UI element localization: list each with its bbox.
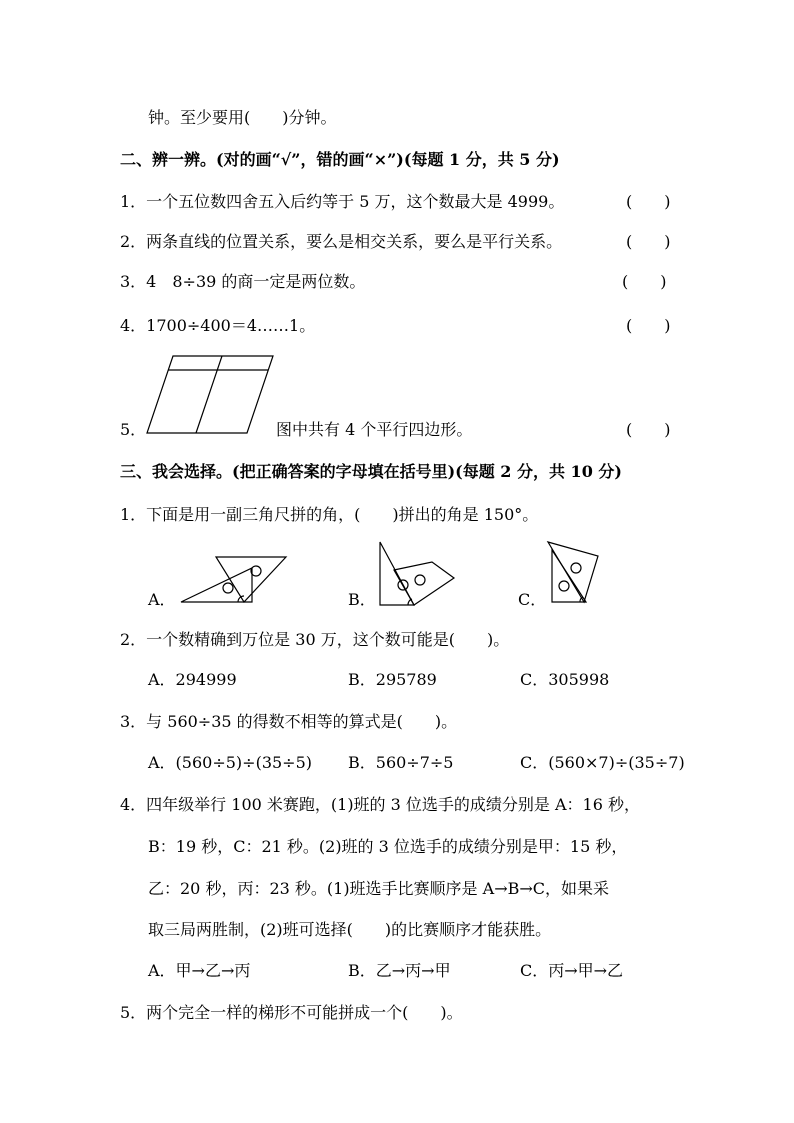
section-2-title: 二、辨一辨。(对的画“√”，错的画“×”)(每题 1 分，共 5 分) [120, 150, 560, 169]
s3-q1-option-a[interactable]: A． [148, 590, 176, 609]
s2-item-5-number: 5． [120, 420, 147, 439]
s3-q4-option-b[interactable]: B．乙→丙→甲 [348, 961, 451, 980]
s2-answer-1[interactable]: ( ) [626, 192, 671, 211]
s3-q4-line-2: B：19 秒，C：21 秒。(2)班的 3 位选手的成绩分别是甲：15 秒， [148, 837, 628, 856]
s3-q3-option-b[interactable]: B．560÷7÷5 [348, 753, 454, 772]
s3-q4-line-4: 取三局两胜制，(2)班可选择( )的比赛顺序才能获胜。 [148, 920, 552, 939]
s2-answer-3[interactable]: ( ) [622, 272, 667, 291]
s3-q1-option-c[interactable]: C． [518, 590, 547, 609]
s3-q2-option-a[interactable]: A．294999 [148, 670, 237, 689]
s2-answer-4[interactable]: ( ) [626, 316, 671, 335]
s3-q4-line-1: 4．四年级举行 100 米赛跑，(1)班的 3 位选手的成绩分别是 A：16 秒， [120, 795, 640, 814]
s2-item-4: 4．1700÷400＝4……1。 [120, 316, 316, 335]
parallelogram-vertical-line [196, 356, 222, 433]
s3-q2: 2．一个数精确到万位是 30 万，这个数可能是( )。 [120, 630, 510, 649]
s2-answer-5[interactable]: ( ) [626, 420, 671, 439]
s3-q3: 3．与 560÷35 的得数不相等的算式是( )。 [120, 712, 458, 731]
s3-q3-option-a[interactable]: A．(560÷5)÷(35÷5) [148, 753, 313, 772]
s3-q1-option-b[interactable]: B． [348, 590, 376, 609]
s3-q3-option-c[interactable]: C．(560×7)÷(35÷7) [520, 753, 685, 772]
ruler-c-hole-1 [571, 563, 581, 573]
s2-item-5: 图中共有 4 个平行四边形。 [276, 420, 473, 439]
s3-q5: 5．两个完全一样的梯形不可能拼成一个( )。 [120, 1003, 463, 1022]
triangle-ruler-figure-c [546, 540, 600, 606]
s3-q4-option-a[interactable]: A．甲→乙→丙 [148, 961, 251, 980]
triangle-ruler-figure-a [180, 556, 290, 606]
ruler-c-triangle-2 [552, 550, 586, 602]
s3-q4-line-3: 乙：20 秒，丙：23 秒。(1)班选手比赛顺序是 A→B→C，如果采 [148, 879, 610, 898]
ruler-b-hole-2 [415, 575, 425, 585]
s2-item-2: 2．两条直线的位置关系，要么是相交关系，要么是平行关系。 [120, 232, 563, 251]
s3-q4-option-c[interactable]: C．丙→甲→乙 [520, 961, 624, 980]
ruler-a-triangle-2 [216, 557, 286, 602]
triangle-ruler-figure-b [378, 540, 458, 608]
s2-item-3: 3．4 8÷39 的商一定是两位数。 [120, 272, 366, 291]
s3-q1: 1．下面是用一副三角尺拼的角，( )拼出的角是 150°。 [120, 505, 539, 524]
s3-q2-option-b[interactable]: B．295789 [348, 670, 437, 689]
ruler-a-hole-1 [223, 583, 233, 593]
ruler-c-hole-2 [559, 581, 569, 591]
s2-answer-2[interactable]: ( ) [626, 232, 671, 251]
s3-q2-option-c[interactable]: C．305998 [520, 670, 610, 689]
parallelogram-figure [146, 355, 276, 435]
parallelogram-outline [147, 356, 273, 433]
continuation-line: 钟。至少要用( )分钟。 [148, 108, 337, 127]
s2-item-1: 1．一个五位数四舍五入后约等于 5 万，这个数最大是 4999。 [120, 192, 565, 211]
section-3-title: 三、我会选择。(把正确答案的字母填在括号里)(每题 2 分，共 10 分) [120, 462, 622, 481]
